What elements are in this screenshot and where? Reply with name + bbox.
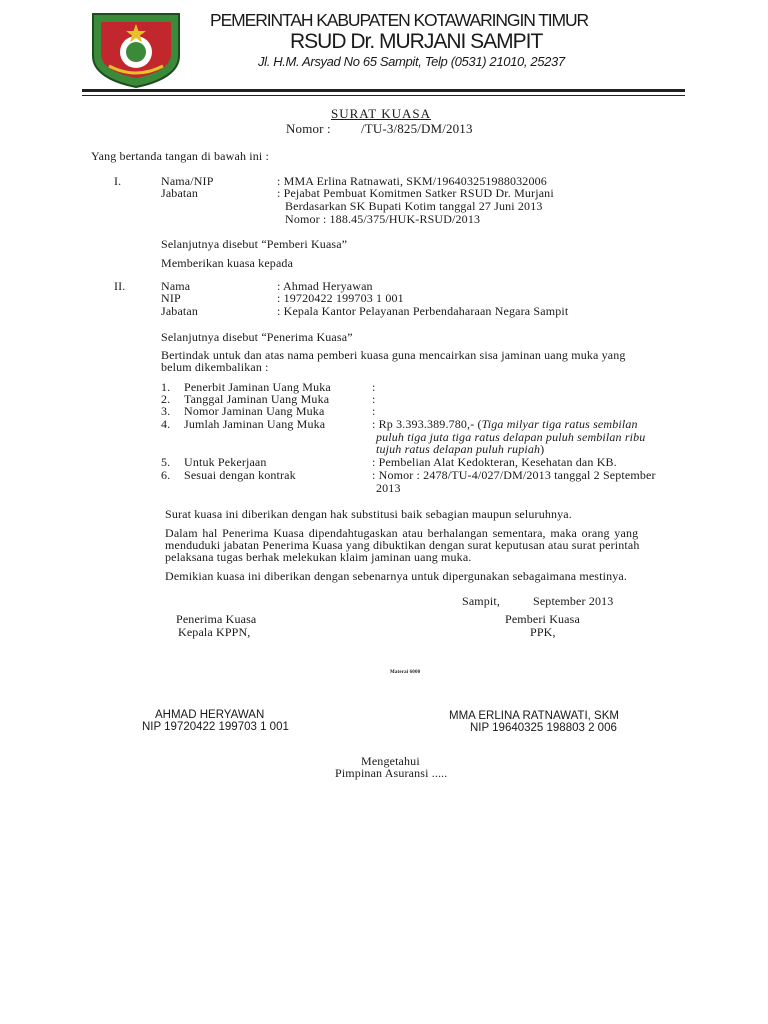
- item-2-value: :: [372, 392, 376, 406]
- letterhead-line1: PEMERINTAH KABUPATEN KOTAWARINGIN TIMUR: [210, 10, 589, 30]
- item-4-value-amount: : Rp 3.393.389.780,- (: [372, 417, 482, 431]
- item-3-number: 3.: [161, 404, 171, 418]
- left-signer-name: AHMAD HERYAWAN: [155, 709, 265, 721]
- section1-label-jabatan: Jabatan: [161, 186, 199, 200]
- section1-label-nama: Nama/NIP: [161, 174, 214, 188]
- acknowledge-label: Mengetahui: [361, 754, 420, 768]
- letterhead-line2: RSUD Dr. MURJANI SAMPIT: [290, 30, 543, 53]
- item-4-label: Jumlah Jaminan Uang Muka: [184, 417, 326, 431]
- left-signer-role: Penerima Kuasa: [176, 612, 257, 626]
- item-4-value-words-3-text: tujuh ratus delapan puluh rupiah: [376, 442, 541, 456]
- closing-dalam-hal-line2: menduduki jabatan Penerima Kuasa yang dibuktikan dengan surat keputusan atau surat perintah: [165, 538, 640, 552]
- acknowledge-role: Pimpinan Asuransi .....: [335, 766, 448, 780]
- document-title: SURAT KUASA: [331, 106, 431, 121]
- right-signer-name: MMA ERLINA RATNAWATI, SKM: [449, 710, 619, 722]
- item-6-value: : Nomor : 2478/TU-4/027/DM/2013 tanggal 2 September: [372, 468, 656, 482]
- left-signer-title: Kepala KPPN,: [178, 625, 251, 639]
- closing-substitusi: Surat kuasa ini diberikan dengan hak substitusi baik sebagian maupun seluruhnya.: [165, 507, 572, 521]
- closing-dalam-hal-line3: pelaksana tugas berhak melekukan klaim jaminan uang muka.: [165, 550, 472, 564]
- right-signer-title: PPK,: [530, 625, 556, 639]
- section2-label-jabatan: Jabatan: [161, 304, 199, 318]
- item-6-label: Sesuai dengan kontrak: [184, 468, 296, 482]
- right-signer-role: Pemberi Kuasa: [505, 612, 580, 626]
- penerima-kuasa-text: Selanjutnya disebut “Penerima Kuasa”: [161, 330, 353, 344]
- section1-value-jabatan: : Pejabat Pembuat Komitmen Satker RSUD Dr. Murjani: [277, 186, 554, 200]
- section1-value-nomor: Nomor : 188.45/375/HUK-RSUD/2013: [285, 212, 481, 226]
- item-6-number: 6.: [161, 468, 171, 482]
- item-1-number: 1.: [161, 380, 171, 394]
- bertindak-line1: Bertindak untuk dan atas nama pemberi kuasa guna mencairkan sisa jaminan uang muka yang: [161, 348, 626, 362]
- item-1-value: :: [372, 380, 376, 394]
- crest-logo: [89, 10, 183, 88]
- letterhead-line3: Jl. H.M. Arsyad No 65 Sampit, Telp (0531) 21010, 25237: [258, 54, 565, 69]
- item-6-value-year: 2013: [376, 481, 401, 495]
- section1-number: I.: [114, 174, 122, 188]
- closing-dalam-hal-line1: Dalam hal Penerima Kuasa dipendahtugaskan atau berhalangan sementara, maka orang yang: [165, 526, 639, 540]
- section1-value-sk: Berdasarkan SK Bupati Kotim tanggal 27 Juni 2013: [285, 199, 543, 213]
- item-1-label: Penerbit Jaminan Uang Muka: [184, 380, 331, 394]
- item-4-number: 4.: [161, 417, 171, 431]
- letterhead-rule-thick: [82, 89, 685, 92]
- right-signer-nip: NIP 19640325 198803 2 006: [470, 722, 617, 734]
- nomor-label: Nomor :: [286, 121, 331, 136]
- item-4-value-words: Tiga milyar tiga ratus sembilan: [481, 417, 638, 431]
- section2-value-nip: : 19720422 199703 1 001: [277, 291, 404, 305]
- section1-value-nama: : MMA Erlina Ratnawati, SKM/196403251988032006: [277, 174, 547, 188]
- date-place: Sampit,: [462, 594, 501, 608]
- bertindak-line2: belum dikembalikan :: [161, 360, 269, 374]
- section2-value-nama: : Ahmad Heryawan: [277, 279, 373, 293]
- materai-label: Materai 6000: [390, 670, 421, 675]
- item-4-close-paren: ): [540, 442, 545, 456]
- pemberi-kuasa-text: Selanjutnya disebut “Pemberi Kuasa”: [161, 237, 348, 251]
- item-5-number: 5.: [161, 455, 171, 469]
- item-3-value: :: [372, 404, 376, 418]
- item-5-label: Untuk Pekerjaan: [184, 455, 267, 469]
- nomor-value: /TU-3/825/DM/2013: [361, 121, 473, 136]
- section2-value-jabatan: : Kepala Kantor Pelayanan Perbendaharaan Negara Sampit: [277, 304, 569, 318]
- date-month-year: September 2013: [533, 594, 614, 608]
- item-2-label: Tanggal Jaminan Uang Muka: [184, 392, 330, 406]
- letterhead-rule-thin: [82, 95, 685, 96]
- intro-text: Yang bertanda tangan di bawah ini :: [91, 149, 269, 163]
- section2-label-nip: NIP: [161, 291, 181, 305]
- item-5-value: : Pembelian Alat Kedokteran, Kesehatan dan KB.: [372, 455, 617, 469]
- memberikan-kuasa-text: Memberikan kuasa kepada: [161, 256, 294, 270]
- section2-number: II.: [114, 279, 126, 293]
- item-2-number: 2.: [161, 392, 171, 406]
- section2-label-nama: Nama: [161, 279, 191, 293]
- item-3-label: Nomor Jaminan Uang Muka: [184, 404, 325, 418]
- left-signer-nip: NIP 19720422 199703 1 001: [142, 721, 289, 733]
- closing-demikian: Demikian kuasa ini diberikan dengan sebenarnya untuk dipergunakan sebagaimana mestinya.: [165, 569, 628, 583]
- item-4-value-words-2: puluh tiga juta tiga ratus delapan puluh sembilan ribu: [376, 430, 646, 444]
